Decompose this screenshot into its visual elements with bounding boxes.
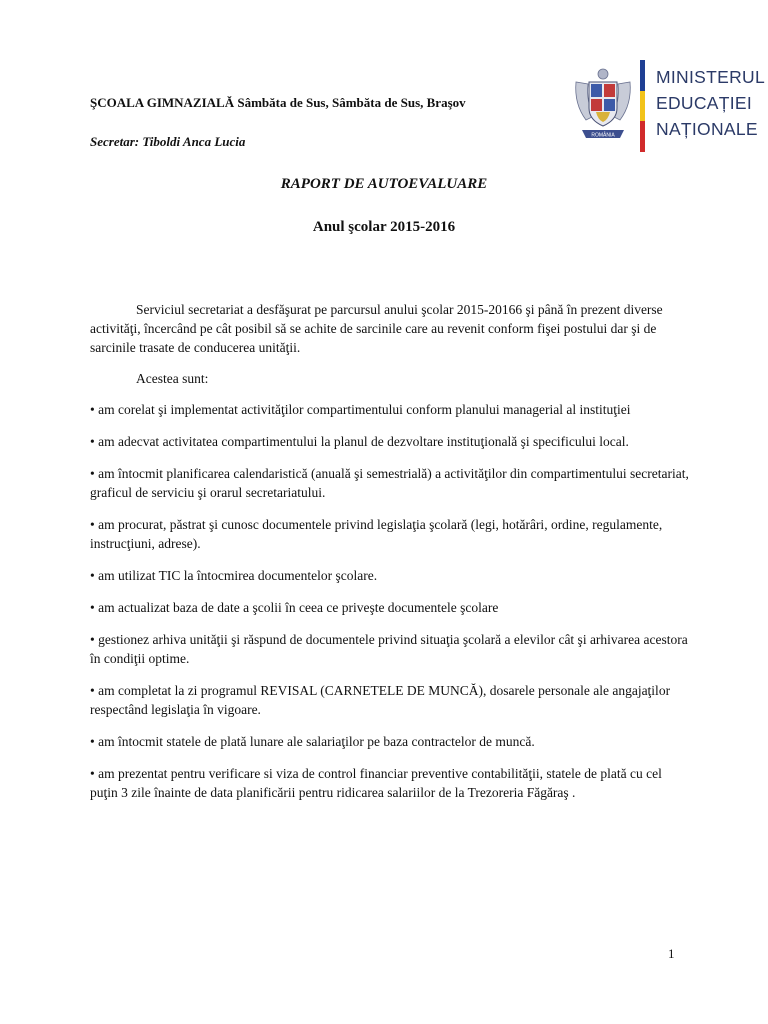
school-name: ŞCOALA GIMNAZIALĂ Sâmbăta de Sus, Sâmbăta de Sus, Braşov	[90, 95, 466, 110]
list-item: • am corelat şi implementat activităţilor compartimentului conform planului managerial al instituţiei	[90, 402, 631, 417]
list-lead: Acestea sunt:	[136, 371, 209, 386]
ministry-logo	[572, 60, 765, 152]
report-body	[90, 300, 690, 815]
list-item: • am întocmit planificarea calendaristică (anuală şi semestrială) a activităţilor din compartimentului secretariat, graficul de serviciu şi orarul secretariatului.	[90, 466, 689, 500]
crest-label: ROMÂNIA	[591, 132, 615, 139]
list-item: • am actualizat baza de date a şcolii în ceea ce priveşte documentele şcolare	[90, 600, 499, 615]
ministry-line-3: NAȚIONALE	[656, 119, 758, 139]
school-year-title: Anul şcolar 2015-2016	[312, 219, 456, 235]
list-item: • am întocmit statele de plată lunare ale salariaţilor pe baza contractelor de muncă.	[90, 734, 535, 749]
list-item: • am completat la zi programul REVISAL (CARNETELE DE MUNCĂ), dosarele personale ale angajaţilor respectând legislaţia în vigoare.	[90, 683, 671, 717]
coat-of-arms-icon	[572, 64, 634, 144]
list-item: • gestionez arhiva unităţii şi răspund de documentele privind situaţia şcolară a elevilor cât şi arhivarea acestora în condiţii optime.	[90, 632, 688, 666]
report-title: RAPORT DE AUTOEVALUARE	[280, 176, 488, 192]
list-item: • am prezentat pentru verificare si viza de control financiar preventive contabilităţii, statele de plată cu cel puţin 3 zile înainte de data planificării pentru ridicarea salariilor de la Trezoreria Făgăraş .	[90, 766, 662, 800]
ministry-line-2: EDUCAȚIEI	[656, 93, 753, 113]
list-item: • am adecvat activitatea compartimentului la planul de dezvoltare instituţională şi specificului local.	[90, 434, 629, 449]
tricolor-bar	[640, 60, 645, 152]
ministry-name	[656, 64, 765, 142]
secretary-name: Secretar: Tiboldi Anca Lucia	[90, 134, 246, 149]
list-item: • am utilizat TIC la întocmirea documentelor şcolare.	[90, 568, 378, 583]
list-item: • am procurat, păstrat şi cunosc documentele privind legislaţia şcolară (legi, hotărâri, ordine, regulamente, instrucţiuni, adrese).	[90, 517, 663, 551]
ministry-line-1: MINISTERUL	[656, 67, 765, 87]
intro-paragraph: Serviciul secretariat a desfăşurat pe parcursul anului şcolar 2015-20166 şi până în prezent diverse activităţi, încercând pe cât posibil să se achite de sarcinile care au revenit conform fişei postului dar şi de sarcinile trasate de conducerea unităţii.	[90, 302, 663, 355]
page-number: 1	[668, 946, 675, 961]
